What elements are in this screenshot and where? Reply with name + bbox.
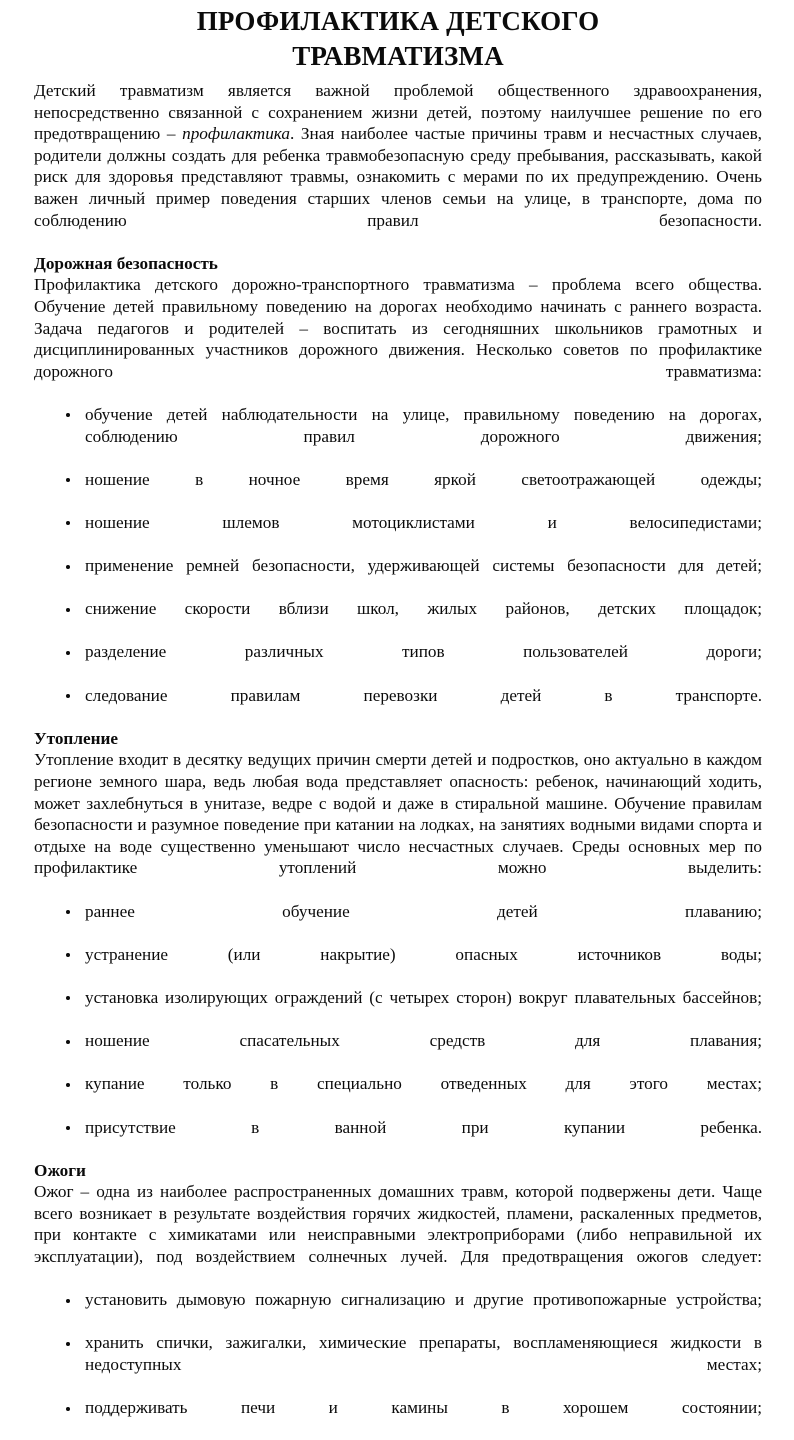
list-item <box>34 469 762 512</box>
list-item-text: хранить спички, зажигалки, химические препараты, воспламеняющиеся жидкости в недоступных местах; <box>85 1333 762 1375</box>
list-item <box>34 685 762 728</box>
list-item-text: обучение детей наблюдательности на улице, правильному поведению на дорогах, соблюдению правил дорожного движения; <box>85 404 762 446</box>
section-heading-road-safety: Дорожная безопасность <box>34 253 218 273</box>
section-heading-burns: Ожоги <box>34 1160 86 1180</box>
list-item <box>34 1289 762 1332</box>
list-item-text: раннее обучение детей плаванию; <box>85 901 762 921</box>
list-item <box>34 1117 762 1160</box>
page-title <box>34 4 762 74</box>
list-item-text: установить дымовую пожарную сигнализацию и другие противопожарные устройства; <box>85 1290 762 1310</box>
list-item <box>34 944 762 987</box>
section-body-burns: Ожог – одна из наиболее распространенных домашних травм, которой подвержены дети. Чаще всего возникает в результате воздействия горячих жидкостей, пламени, раскаленных предметов, при контакте с химикатами или неисправными электроприборами (либо неправильной их эксплуатации), под воздействием солнечных лучей. Для предотвращения ожогов следует: <box>34 1182 762 1267</box>
list-item <box>34 404 762 469</box>
list-item <box>34 598 762 641</box>
list-item-text: ношение в ночное время яркой светоотражающей одежды; <box>85 469 762 489</box>
intro-paragraph-part-1: Детский травматизм является важной проблемой общественного здравоохранения, непосредственно связанной с сохранением жизни детей, поэтому наилучшее решение по его предотвращению – <box>34 81 762 144</box>
list-item-text: следование правилам перевозки детей в транспорте. <box>85 685 762 705</box>
section-heading-drowning: Утопление <box>34 728 119 748</box>
list-item <box>34 1397 762 1440</box>
list-item <box>34 1030 762 1073</box>
list-item <box>34 987 762 1030</box>
list-item-text: установка изолирующих ограждений (с четырех сторон) вокруг плавательных бассейнов; <box>85 987 762 1007</box>
list-item <box>34 641 762 684</box>
bullet-list-burns <box>34 1289 762 1440</box>
bullet-list-road-safety <box>34 404 762 728</box>
list-item <box>34 512 762 555</box>
list-item <box>34 901 762 944</box>
section-body-drowning: Утопление входит в десятку ведущих причин смерти детей и подростков, оно актуально в каждом регионе земного шара, ведь любая вода представляет опасность: ребенок, начинающий ходить, может захлебнуться в унитазе, ведре с водой и даже в стиральной машине. Обучение правилам безопасности и разумное поведение при катании на лодках, на занятиях водными видами спорта и отдыхе на воде существенно уменьшают число несчастных случаев. Среды основных мер по профилактике утоплений можно выделить: <box>34 750 762 878</box>
list-item <box>34 555 762 598</box>
list-item-text: присутствие в ванной при купании ребенка. <box>85 1117 762 1137</box>
page-title-line-1: ПРОФИЛАКТИКА ДЕТСКОГО <box>196 6 600 36</box>
list-item <box>34 1332 762 1397</box>
list-item-text: поддерживать печи и камины в хорошем состоянии; <box>85 1398 762 1418</box>
document-content <box>34 4 762 1440</box>
page-title-line-2: ТРАВМАТИЗМА <box>292 41 504 71</box>
list-item-text: снижение скорости вблизи школ, жилых районов, детских площадок; <box>85 599 762 619</box>
list-item-text: устранение (или накрытие) опасных источников воды; <box>85 944 762 964</box>
list-item-text: купание только в специально отведенных для этого местах; <box>85 1074 762 1094</box>
list-item-text: применение ремней безопасности, удерживающей системы безопасности для детей; <box>85 556 762 576</box>
section-body-road-safety: Профилактика детского дорожно-транспортного травматизма – проблема всего общества. Обучение детей правильному поведению на дорогах необходимо начинать с раннего возраста. Задача педагогов и родителей – воспитать из сегодняшних школьников грамотных и дисциплинированных участников дорожного движения. Несколько советов по профилактике дорожного травматизма: <box>34 275 762 381</box>
list-item-text: разделение различных типов пользователей дороги; <box>85 642 762 662</box>
list-item <box>34 1073 762 1116</box>
list-item-text: ношение шлемов мотоциклистами и велосипедистами; <box>85 512 762 532</box>
intro-paragraph <box>34 80 762 253</box>
bullet-list-drowning <box>34 901 762 1160</box>
list-item-text: ношение спасательных средств для плавания; <box>85 1031 762 1051</box>
intro-paragraph-part-2: . Зная наиболее частые причины травм и несчастных случаев, родители должны создать для ребенка травмобезопасную среду пребывания, рассказывать, какой риск для здоровья представляют травмы, ознакомить с мерами по их предупреждению. Очень важен личный пример поведения старших членов семьи на улице, в транспорте, дома по соблюдению правил безопасности. <box>34 124 762 230</box>
intro-emphasis-word: профилактика <box>182 124 290 144</box>
